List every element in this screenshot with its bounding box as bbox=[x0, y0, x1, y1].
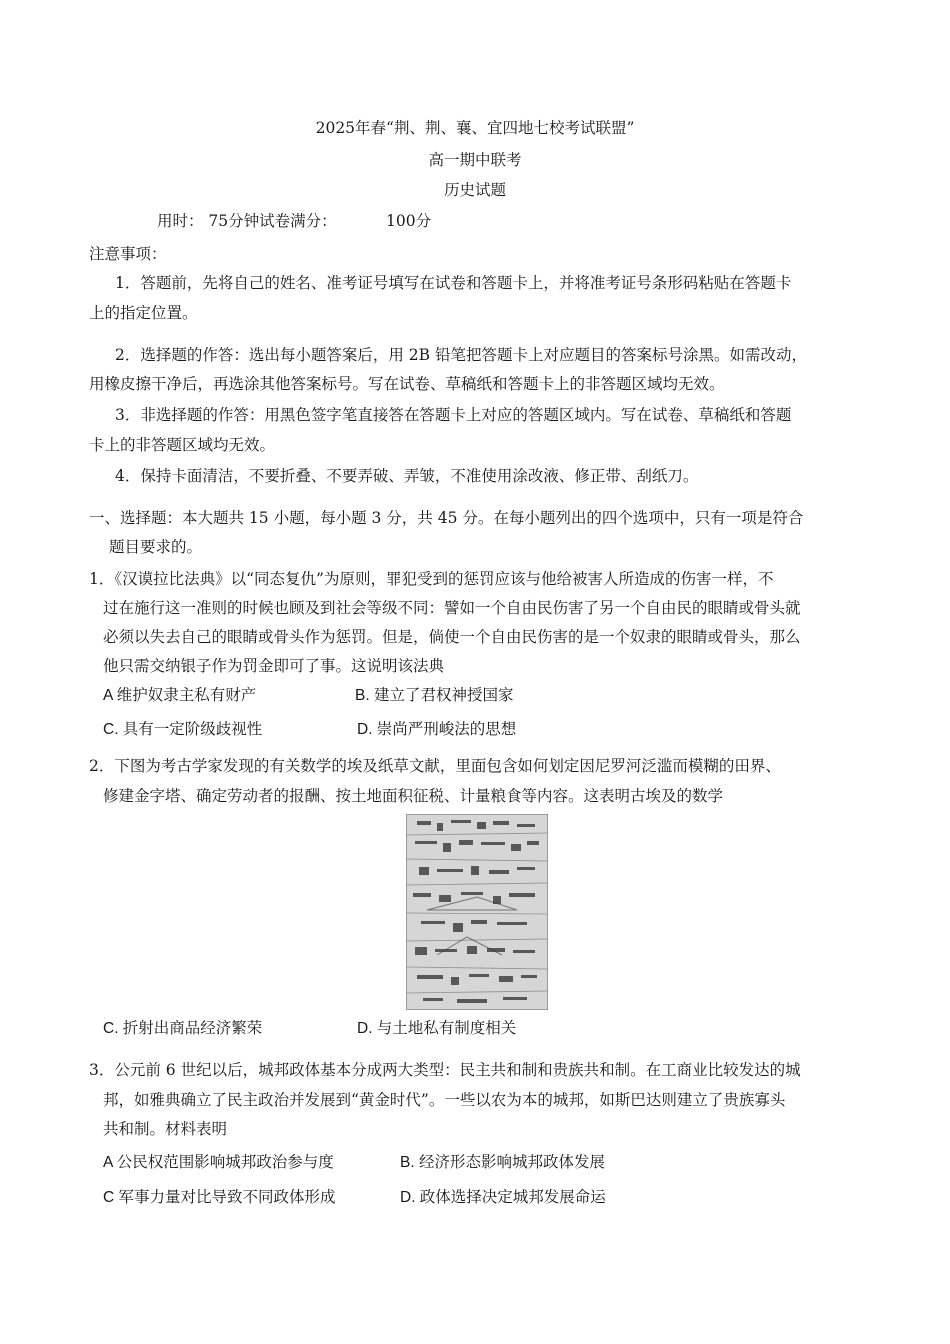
notice-line: 用橡皮擦干净后，再选涂其他答案标号。写在试卷、草稿纸和答题卡上的非答题区域均无效。 bbox=[89, 375, 725, 393]
q3-option-c: C 军事力量对比导致不同政体形成 bbox=[103, 1189, 336, 1206]
q3-stem: 邦，如雅典确立了民主政治并发展到“黄金时代”。一些以农为本的城邦，如斯巴达则建立了贵族寡头 bbox=[103, 1091, 786, 1109]
time-info-left: 用时： 75分钟试卷满分： bbox=[157, 212, 337, 230]
q2-option-c: C. 折射出商品经济繁荣 bbox=[103, 1020, 263, 1037]
notice-line: 2．选择题的作答：选出每小题答案后，用 2B 铅笔把答题卡上对应题目的答案标号涂黑。如需改动， bbox=[115, 346, 807, 364]
q3-option-b: B. 经济形态影响城邦政体发展 bbox=[400, 1154, 605, 1171]
q1-stem: 1．《汉谟拉比法典》以“同态复仇”为原则，罪犯受到的惩罚应该与他给被害人所造成的伤害一样，不 bbox=[89, 570, 774, 588]
time-info-right: 100分 bbox=[386, 212, 432, 230]
papyrus-image bbox=[406, 814, 548, 1010]
notice-heading: 注意事项： bbox=[89, 245, 167, 263]
exam-subtitle: 高一期中联考 bbox=[428, 151, 522, 169]
q3-option-a: A 公民权范围影响城邦政治参与度 bbox=[103, 1154, 334, 1171]
q1-option-d: D. 崇尚严刑峻法的思想 bbox=[357, 721, 517, 738]
q1-stem: 过在施行这一准则的时候也顾及到社会等级不同：譬如一个自由民伤害了另一个自由民的眼睛或骨头就 bbox=[103, 599, 801, 617]
notice-line: 4．保持卡面清洁，不要折叠、不要弄破、弄皱，不准使用涂改液、修正带、刮纸刀。 bbox=[115, 467, 699, 485]
q2-option-d: D. 与土地私有制度相关 bbox=[357, 1020, 517, 1037]
q1-option-a: A 维护奴隶主私有财产 bbox=[103, 687, 257, 704]
notice-line: 卡上的非答题区域均无效。 bbox=[89, 436, 276, 454]
q3-stem: 共和制。材料表明 bbox=[103, 1120, 228, 1138]
exam-title: 2025年春“荆、荆、襄、宜四地七校考试联盟” bbox=[315, 119, 635, 137]
q1-stem: 他只需交纳银子作为罚金即可了事。这说明该法典 bbox=[103, 657, 445, 675]
exam-subject: 历史试题 bbox=[443, 181, 506, 199]
q3-stem: 3．公元前 6 世纪以后，城邦政体基本分成两大类型：民主共和制和贵族共和制。在工商业比较发达的城 bbox=[89, 1061, 801, 1079]
q1-option-c: C. 具有一定阶级歧视性 bbox=[103, 721, 263, 738]
q2-stem: 2．下图为考古学家发现的有关数学的埃及纸草文献，里面包含如何划定因尼罗河泛滥而模糊的田界、 bbox=[89, 757, 781, 775]
notice-line: 3．非选择题的作答：用黑色签字笔直接答在答题卡上对应的答题区域内。写在试卷、草稿纸和答题 bbox=[115, 406, 792, 424]
notice-line: 上的指定位置。 bbox=[89, 304, 198, 322]
q1-stem: 必须以失去自己的眼睛或骨头作为惩罚。但是，倘使一个自由民伤害的是一个奴隶的眼睛或骨头，那么 bbox=[103, 628, 801, 646]
q2-stem: 修建金字塔、确定劳动者的报酬、按土地面积征税、计量粮食等内容。这表明古埃及的数学 bbox=[103, 787, 724, 805]
q3-option-d: D. 政体选择决定城邦发展命运 bbox=[400, 1189, 606, 1206]
section-heading-cont: 题目要求的。 bbox=[109, 538, 203, 556]
q1-option-b: B. 建立了君权神授国家 bbox=[355, 687, 514, 704]
notice-line: 1．答题前，先将自己的姓名、准考证号填写在试卷和答题卡上，并将准考证号条形码粘贴在答题卡 bbox=[115, 274, 792, 292]
section-heading: 一、选择题：本大题共 15 小题，每小题 3 分，共 45 分。在每小题列出的四个选项中，只有一项是符合 bbox=[89, 509, 804, 527]
